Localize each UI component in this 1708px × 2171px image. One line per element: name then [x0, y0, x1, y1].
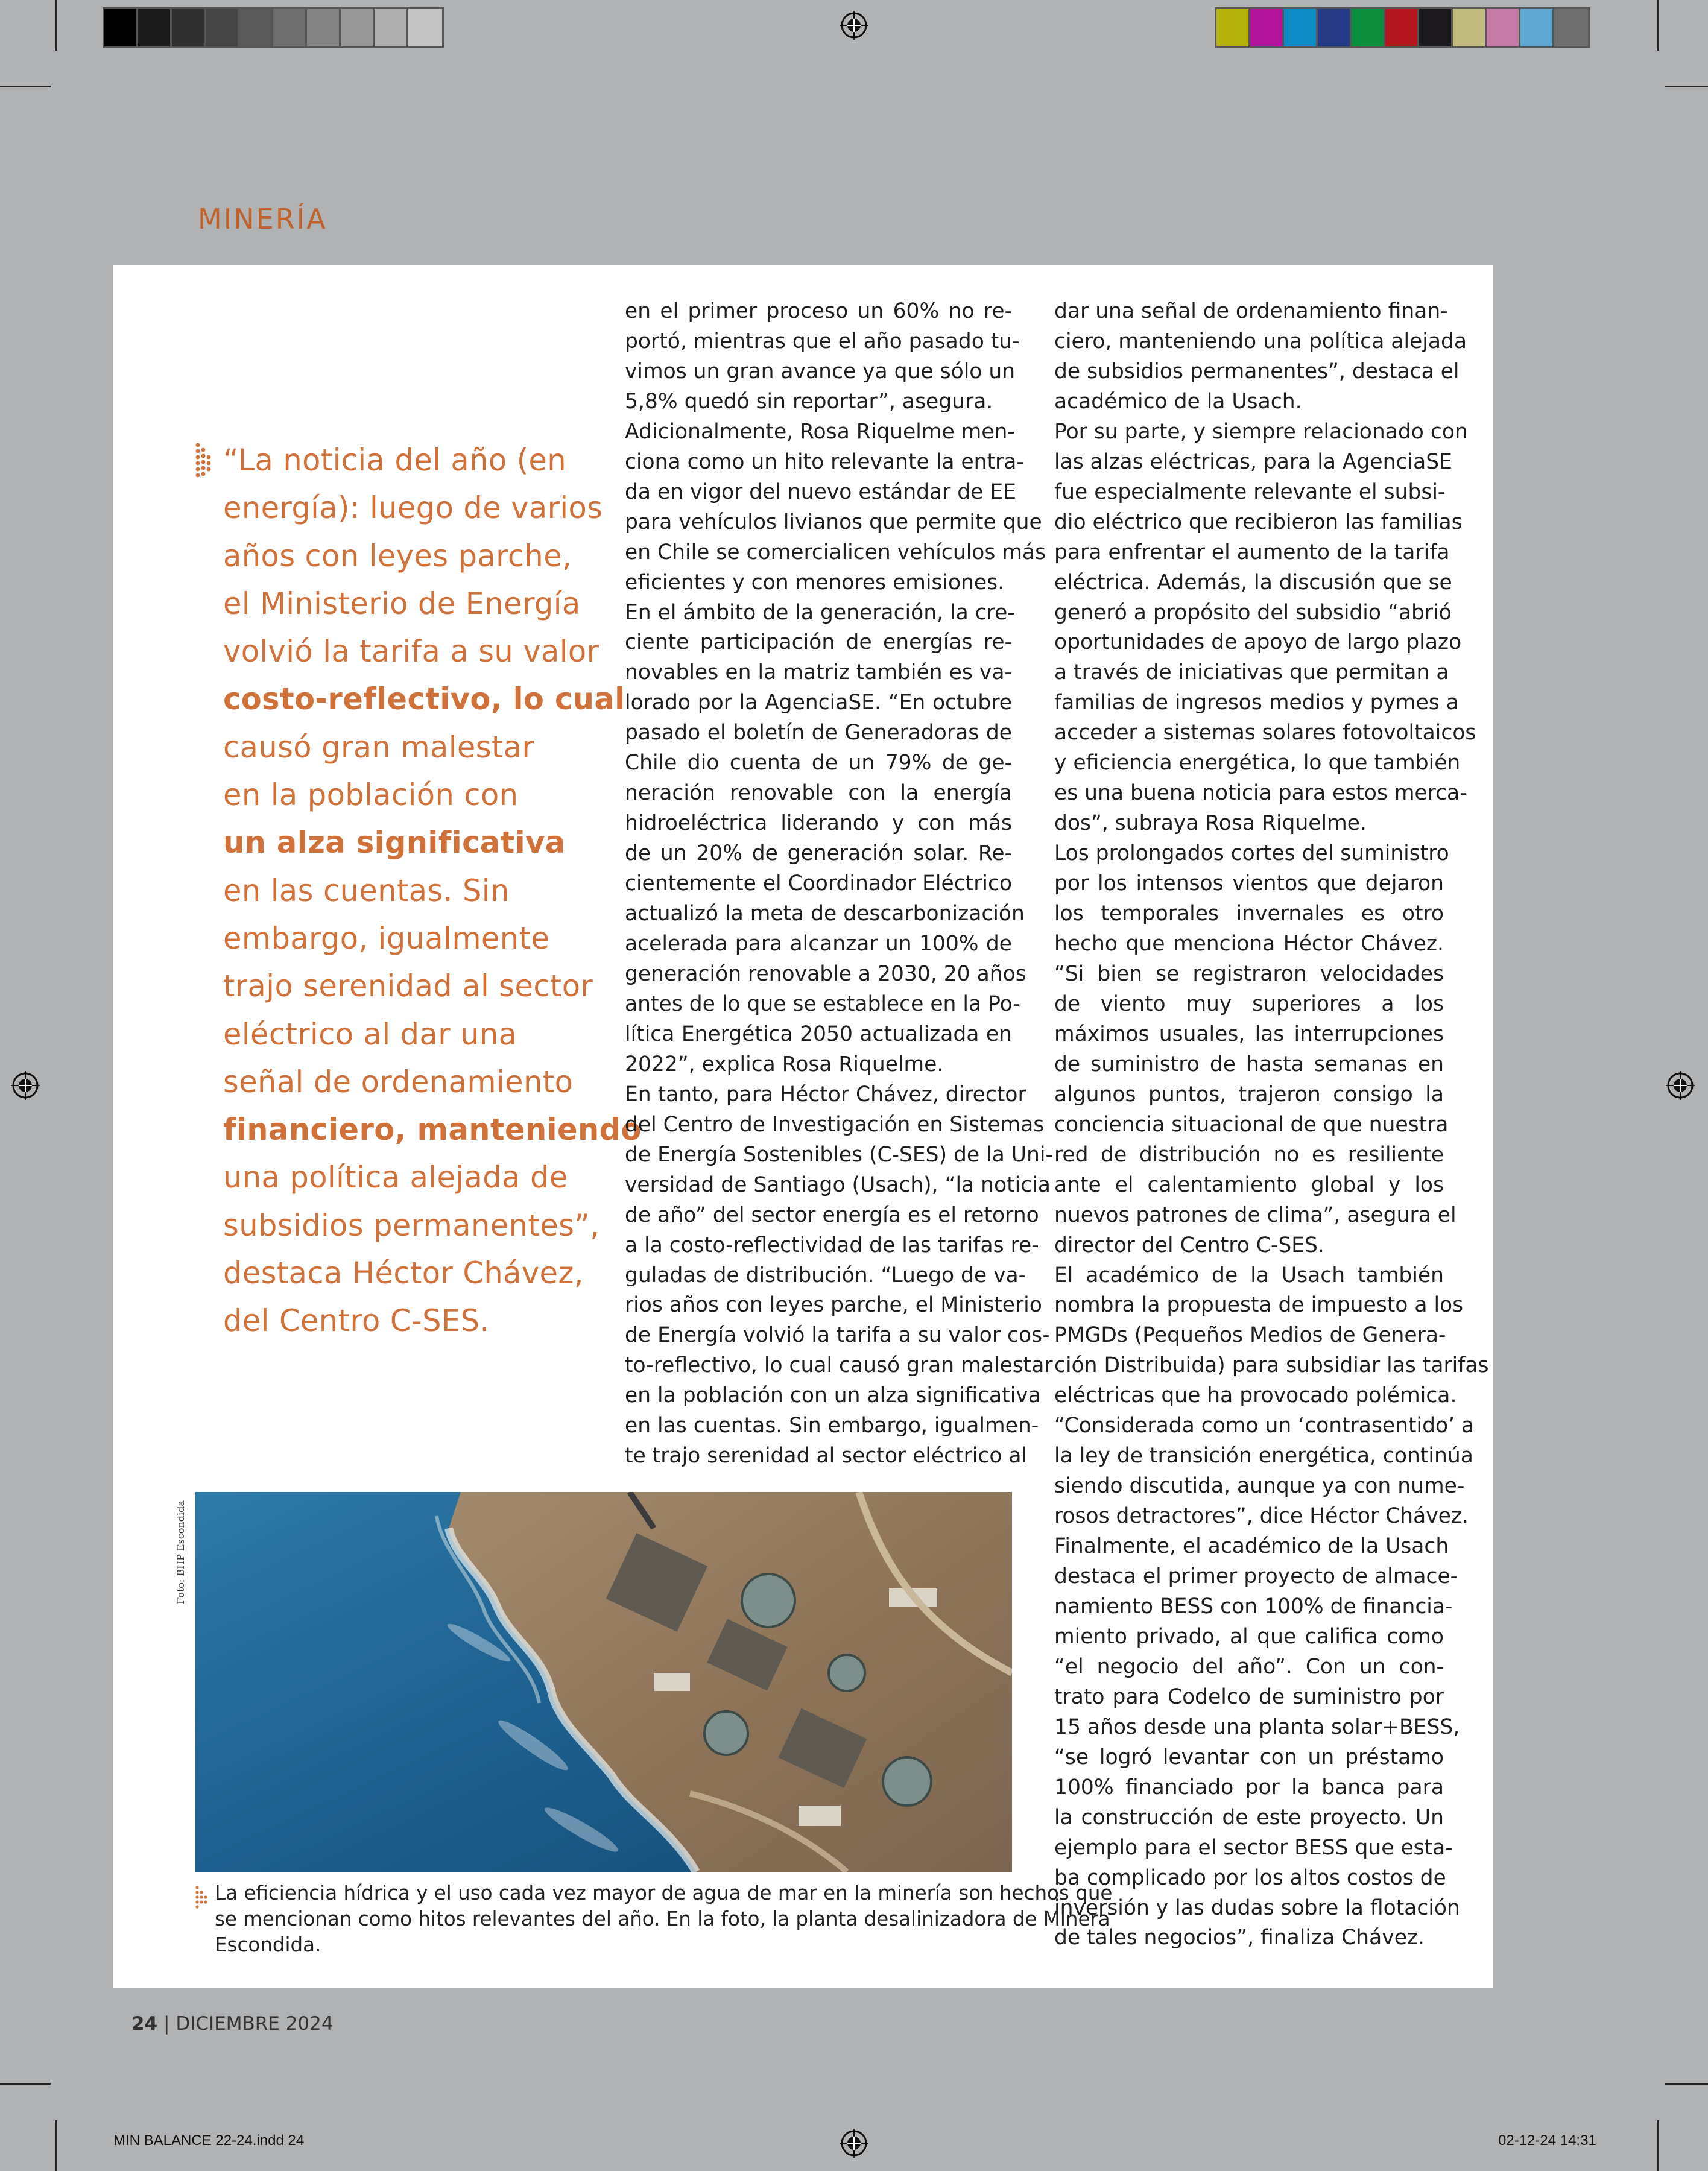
pull-quote-line: financiero, manteniendo: [223, 1112, 642, 1148]
text-line: actualizó la meta de descarbonización: [625, 902, 1025, 926]
desalination-plant-photo: [195, 1492, 1012, 1872]
text-line: generación renovable a 2030, 20 años: [625, 961, 1026, 986]
photo-credit: Foto: BHP Escondida: [175, 1500, 186, 1604]
color-swatch: [375, 9, 408, 46]
text-line: siendo discutida, aunque ya con nume-: [1054, 1474, 1465, 1499]
text-line: versidad de Santiago (Usach), “la noticia: [625, 1172, 1051, 1197]
text-line: ciona como un hito relevante la entra-: [625, 449, 1024, 474]
text-line: de Energía Sostenibles (C-SES) de la Uni-: [625, 1142, 1053, 1167]
text-line: algunos puntos, trajeron consigo la: [1054, 1082, 1444, 1107]
crop-mark: [1657, 0, 1659, 51]
crop-mark: [55, 0, 57, 51]
text-line: cientemente el Coordinador Eléctrico: [625, 871, 1013, 896]
pull-quote-line: embargo, igualmente: [223, 920, 550, 956]
pull-quote-line: volvió la tarifa a su valor: [223, 634, 599, 669]
pull-quote-line: trajo serenidad al sector: [223, 969, 593, 1004]
pull-quote-line: subsidios permanentes”,: [223, 1207, 600, 1243]
text-line: de un 20% de generación solar. Re-: [625, 841, 1012, 866]
text-line: acelerada para alcanzar un 100% de: [625, 932, 1012, 956]
text-line: del Centro de Investigación en Sistemas: [625, 1112, 1045, 1137]
pull-quote-line: una política alejada de: [223, 1160, 568, 1195]
text-line: 5,8% quedó sin reportar”, asegura.: [625, 389, 993, 414]
text-line: nuevos patrones de clima”, asegura el: [1054, 1202, 1457, 1227]
registration-mark-icon: [840, 2129, 868, 2158]
slug-file: MIN BALANCE 22-24.indd 24: [113, 2132, 305, 2149]
text-line: de suministro de hasta semanas en: [1054, 1052, 1444, 1076]
text-line: portó, mientras que el año pasado tu-: [625, 329, 1020, 353]
pull-quote-line: un alza significativa: [223, 825, 566, 861]
text-line: en la población con un alza significativa: [625, 1383, 1041, 1408]
text-line: to-reflectivo, lo cual causó gran malestar: [625, 1353, 1053, 1378]
color-bar: [1215, 7, 1590, 48]
color-swatch: [1216, 9, 1250, 46]
text-line: dar una señal de ordenamiento finan-: [1054, 299, 1448, 323]
text-line: da en vigor del nuevo estándar de EE: [625, 479, 1016, 504]
text-line: eléctrica. Además, la discusión que se: [1054, 570, 1452, 595]
text-line: eficientes y con menores emisiones.: [625, 570, 1005, 595]
text-line: “el negocio del año”. Con un con-: [1054, 1654, 1444, 1679]
text-line: ciente participación de energías re-: [625, 630, 1012, 655]
text-line: eléctricas que ha provocado polémica.: [1054, 1383, 1457, 1408]
color-swatch: [1419, 9, 1453, 46]
text-line: fue especialmente relevante el subsi-: [1054, 479, 1446, 504]
pull-quote-line: costo-reflectivo, lo cual: [223, 681, 625, 717]
text-line: académico de la Usach.: [1054, 389, 1302, 414]
text-line: a través de iniciativas que permitan a: [1054, 660, 1449, 685]
pull-quote-line: destaca Héctor Chávez,: [223, 1256, 584, 1291]
color-swatch: [206, 9, 239, 46]
color-swatch: [1250, 9, 1284, 46]
text-line: Finalmente, el académico de la Usach: [1054, 1534, 1449, 1559]
text-line: En tanto, para Héctor Chávez, director: [625, 1082, 1026, 1107]
pull-quote-line: causó gran malestar: [223, 729, 535, 765]
text-line: vimos un gran avance ya que sólo un: [625, 359, 1016, 384]
crop-mark: [55, 2120, 57, 2171]
crop-mark: [1657, 2120, 1659, 2171]
caption-line: La eficiencia hídrica y el uso cada vez mayor de agua de mar en la minería son hechos que: [215, 1882, 1113, 1904]
text-line: PMGDs (Pequeños Medios de Genera-: [1054, 1323, 1446, 1348]
text-line: familias de ingresos medios y pymes a: [1054, 690, 1459, 715]
text-line: de Energía volvió la tarifa a su valor cos-: [625, 1323, 1050, 1348]
text-line: de tales negocios”, finaliza Chávez.: [1054, 1926, 1425, 1950]
crop-mark: [1665, 86, 1708, 87]
text-line: los temporales invernales es otro: [1054, 902, 1444, 926]
page-number: 24: [131, 2013, 158, 2035]
text-line: a la costo-reflectividad de las tarifas re-: [625, 1233, 1039, 1257]
text-line: Los prolongados cortes del suministro: [1054, 841, 1449, 866]
text-line: hidroeléctrica liderando y con más: [625, 811, 1012, 836]
text-line: en Chile se comercialicen vehículos más: [625, 540, 1046, 564]
text-line: director del Centro C-SES.: [1054, 1233, 1324, 1257]
pull-quote-line: el Ministerio de Energía: [223, 586, 581, 621]
text-line: dio eléctrico que recibieron las familias: [1054, 510, 1463, 534]
text-line: neración renovable con la energía: [625, 781, 1012, 806]
color-swatch: [104, 9, 138, 46]
caption-line: se mencionan como hitos relevantes del año. En la foto, la planta desalinizadora de Minera: [215, 1907, 1110, 1930]
crop-mark: [0, 86, 51, 87]
color-swatch: [239, 9, 273, 46]
color-swatch: [1520, 9, 1554, 46]
text-line: ante el calentamiento global y los: [1054, 1172, 1444, 1197]
pull-quote-line: en la población con: [223, 777, 519, 813]
grayscale-bar: [103, 7, 444, 48]
text-line: El académico de la Usach también: [1054, 1263, 1444, 1288]
text-line: “se logró levantar con un préstamo: [1054, 1745, 1444, 1769]
text-line: pasado el boletín de Generadoras de: [625, 721, 1012, 745]
registration-mark-icon: [11, 1071, 40, 1100]
color-swatch: [1385, 9, 1419, 46]
pull-quote-line: en las cuentas. Sin: [223, 873, 510, 908]
text-line: para enfrentar el aumento de la tarifa: [1054, 540, 1450, 564]
text-line: dos”, subraya Rosa Riquelme.: [1054, 811, 1367, 836]
caption-line: Escondida.: [215, 1933, 321, 1956]
text-line: En el ámbito de la generación, la cre-: [625, 600, 1015, 625]
text-line: ejemplo para el sector BESS que esta-: [1054, 1835, 1453, 1860]
text-line: Por su parte, y siempre relacionado con: [1054, 419, 1468, 444]
text-line: oportunidades de apoyo de largo plazo: [1054, 630, 1462, 655]
folio-separator: |: [163, 2013, 176, 2035]
pull-quote: [223, 437, 642, 1345]
color-swatch: [1352, 9, 1385, 46]
photo-caption: [215, 1880, 1113, 1958]
text-line: hecho que menciona Héctor Chávez.: [1054, 932, 1444, 956]
text-line: ción Distribuida) para subsidiar las tarifas: [1054, 1353, 1489, 1378]
text-line: de subsidios permanentes”, destaca el: [1054, 359, 1460, 384]
text-line: la ley de transición energética, continúa: [1054, 1444, 1473, 1468]
text-line: “Considerada como un ‘contrasentido’ a: [1054, 1414, 1475, 1438]
color-swatch: [1318, 9, 1352, 46]
text-line: conciencia situacional de que nuestra: [1054, 1112, 1449, 1137]
pull-quote-line: energía): luego de varios: [223, 490, 603, 526]
text-line: Adicionalmente, Rosa Riquelme men-: [625, 419, 1015, 444]
page-folio: [131, 2013, 334, 2035]
pull-quote-line: “La noticia del año (en: [223, 443, 567, 478]
text-line: para vehículos livianos que permite que: [625, 510, 1042, 534]
pull-quote-line: del Centro C-SES.: [223, 1303, 490, 1339]
color-swatch: [1487, 9, 1520, 46]
text-line: ciero, manteniendo una política alejada: [1054, 329, 1467, 353]
pull-quote-line: señal de ordenamiento: [223, 1064, 574, 1099]
text-line: 15 años desde una planta solar+BESS,: [1054, 1714, 1460, 1739]
text-line: novables en la matriz también es va-: [625, 660, 1012, 685]
color-swatch: [307, 9, 341, 46]
dotted-arrow-icon: [195, 443, 214, 481]
text-line: y eficiencia energética, lo que también: [1054, 751, 1461, 776]
text-line: Chile dio cuenta de un 79% de ge-: [625, 751, 1012, 776]
text-line: rios años con leyes parche, el Ministerio: [625, 1293, 1042, 1318]
text-line: acceder a sistemas solares fotovoltaicos: [1054, 721, 1476, 745]
crop-mark: [0, 2083, 51, 2085]
text-line: generó a propósito del subsidio “abrió: [1054, 600, 1452, 625]
text-line: por los intensos vientos que dejaron: [1054, 871, 1444, 896]
color-swatch: [273, 9, 307, 46]
color-swatch: [1284, 9, 1318, 46]
section-label: MINERÍA: [198, 203, 327, 235]
registration-mark-icon: [1666, 1071, 1695, 1100]
text-line: lorado por la AgenciaSE. “En octubre: [625, 690, 1012, 715]
text-line: inversión y las dudas sobre la flotación: [1054, 1895, 1460, 1920]
text-line: la construcción de este proyecto. Un: [1054, 1805, 1444, 1830]
article-column-1: [625, 297, 1053, 1471]
slug-date: 02-12-24 14:31: [1498, 2132, 1596, 2149]
text-line: rosos detractores”, dice Héctor Chávez.: [1054, 1504, 1469, 1529]
text-line: antes de lo que se establece en la Po-: [625, 991, 1020, 1016]
article-column-2: [1054, 297, 1489, 1953]
crop-mark: [1665, 2083, 1708, 2085]
color-swatch: [1453, 9, 1487, 46]
text-line: las alzas eléctricas, para la AgenciaSE: [1054, 449, 1452, 474]
text-line: namiento BESS con 100% de financia-: [1054, 1594, 1453, 1619]
color-swatch: [1554, 9, 1588, 46]
text-line: red de distribución no es resiliente: [1054, 1142, 1444, 1167]
text-line: ba complicado por los altos costos de: [1054, 1865, 1446, 1890]
registration-mark-icon: [840, 11, 868, 40]
text-line: lítica Energética 2050 actualizada en: [625, 1022, 1012, 1046]
text-line: de año” del sector energía es el retorno: [625, 1202, 1039, 1227]
text-line: máximos usuales, las interrupciones: [1054, 1022, 1444, 1046]
text-line: “Si bien se registraron velocidades: [1054, 961, 1444, 986]
text-line: miento privado, al que califica como: [1054, 1624, 1444, 1649]
text-line: destaca el primer proyecto de almace-: [1054, 1564, 1458, 1589]
text-line: 2022”, explica Rosa Riquelme.: [625, 1052, 944, 1076]
text-line: te trajo serenidad al sector eléctrico al: [625, 1444, 1028, 1468]
pull-quote-line: eléctrico al dar una: [223, 1016, 517, 1052]
text-line: en el primer proceso un 60% no re-: [625, 299, 1012, 323]
text-line: trato para Codelco de suministro por: [1054, 1684, 1444, 1709]
text-line: es una buena noticia para estos merca-: [1054, 781, 1467, 806]
issue-date: DICIEMBRE 2024: [176, 2013, 334, 2035]
color-swatch: [138, 9, 172, 46]
text-line: guladas de distribución. “Luego de va-: [625, 1263, 1026, 1288]
dotted-arrow-icon: [195, 1885, 209, 1912]
text-line: nombra la propuesta de impuesto a los: [1054, 1293, 1464, 1318]
color-swatch: [341, 9, 375, 46]
text-line: de viento muy superiores a los: [1054, 991, 1444, 1016]
color-swatch: [172, 9, 206, 46]
text-line: en las cuentas. Sin embargo, igualmen-: [625, 1414, 1039, 1438]
color-swatch: [408, 9, 442, 46]
pull-quote-line: años con leyes parche,: [223, 538, 572, 574]
text-line: 100% financiado por la banca para: [1054, 1775, 1444, 1800]
